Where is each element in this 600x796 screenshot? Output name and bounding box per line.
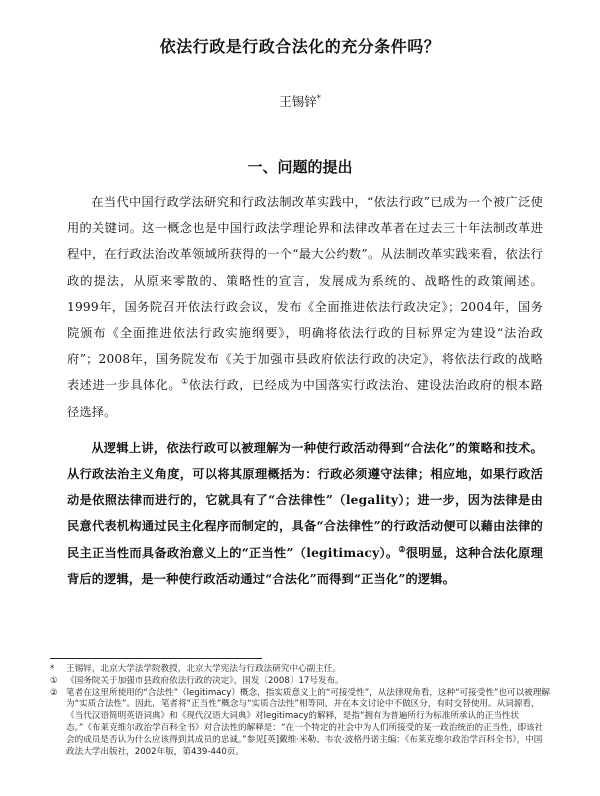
paragraph-text: 依法行政，已经成为中国落实行政法治、建设法治政府的根本路径选择。 [67, 378, 543, 419]
footnote-mark: * [50, 664, 55, 674]
author-line [0, 92, 600, 110]
paragraph [67, 435, 543, 592]
section-heading: 一、问题的提出 [247, 158, 353, 176]
paragraph [67, 189, 543, 425]
footnote-text: 笔者在这里所使用的“合法性”（legitimacy）概念，指实质意义上的“可接受性”，从法律现角看，这种“可接受性”也可以被理解为“实质合法性”。因此，笔者将“正当性”概念与“实质合法性”相等同，并在本文讨论中不做区分，有时交替使用。从词源看，《当代汉语简明英语词典》和《现代汉语大词典》对legitimacy的解释，是指“拥有为普遍所行为标准所承认的正当性状态。”《布莱克维尔政治学百科全书》对合法性的解释是：“在一个特定的社会中为人们所接受的某一政治统治的正当性，即该社会的成员是否认为什么应该得到其成员的忠诚。”参见[英]戴维·米勒、韦农·波格丹诺主编：《布莱克维尔政治学百科全书》，中国政法大学出版社，2002年版，第439-440页。 [66, 687, 550, 757]
footnotes [50, 664, 550, 758]
paragraph-text: 很明显，这种合法化原理背后的逻辑，是一种使行政活动通过“合法化”而得到“正当化”的逻辑。 [67, 545, 543, 586]
footnote-ref: ② [398, 543, 406, 554]
footnote [50, 664, 550, 676]
footnote-text: 《国务院关于加强市县政府依法行政的决定》，国发〔2008〕17号发布。 [66, 675, 344, 686]
paragraph-text: 在当代中国行政学法研究和行政法制改革实践中，“依法行政”已成为一个被广泛使用的关键词。这一概念也是中国行政法学理论界和法律改革者在过去三十年法制改革进程中，在行政法治改革领域所获得的一个“最大公约数”。从法制改革实践来看，依法行政的提法，从原来零散的、策略性的宣言，发展成为系统的、战略性的政策阐述。1999年，国务院召开依法行政会议，发布《全面推进依法行政决定》；2004年，国务院颁布《全面推进依法行政实施纲要》，明确将依法行政的目标界定为建设“法治政府”；2008年，国务院发布《关于加强市县政府依法行政的决定》，将依法行政的战略表述进一步具体化。 [67, 195, 543, 393]
paragraph-text: 从逻辑上讲，依法行政可以被理解为一种使行政活动得到“合法化”的策略和技术。从行政法治主义角度，可以将其原理概括为：行政必须遵守法律；相应地，如果行政活动是依照法律而进行的，它就具有了“合法律性”（legality）；进一步，因为法律是由民意代表机构通过民主化程序而制定的，具备“合法律性”的行政活动便可以藉由法律的民主正当性而具备政治意义上的“正当性”（legitimacy）。 [67, 440, 543, 560]
footnote-divider [50, 658, 262, 659]
footnote [50, 688, 550, 759]
footnote-ref: ① [180, 377, 189, 387]
footnote-mark: ① [50, 675, 58, 686]
footnote-text: 王锡锌，北京大学法学院教授，北京大学宪法与行政法研究中心副主任。 [66, 664, 342, 674]
paper-title: 依法行政是行政合法化的充分条件吗？ [159, 37, 441, 56]
author-name: 王锡锌 [279, 94, 317, 109]
author-footnote-mark: * [316, 93, 321, 103]
footnote-mark: ② [50, 687, 58, 698]
footnote [50, 676, 550, 688]
body-text [67, 189, 543, 600]
